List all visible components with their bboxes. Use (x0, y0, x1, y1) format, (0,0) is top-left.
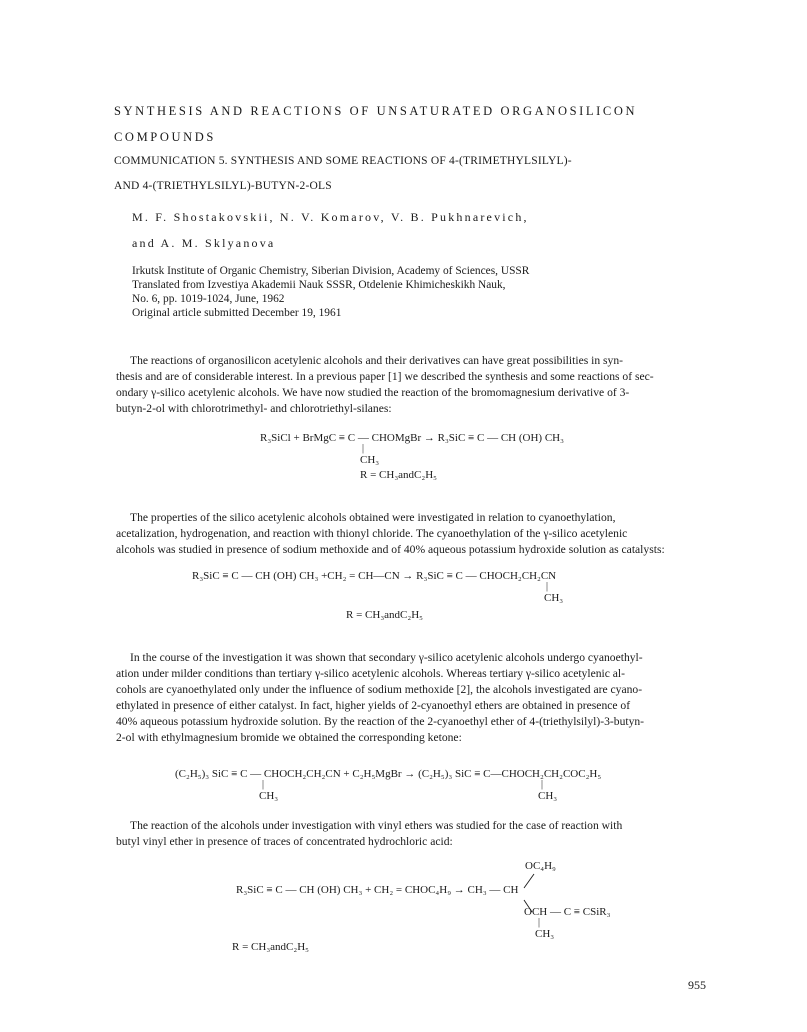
equation-2-r-definition: R = CH₃andC₂H₅ (346, 609, 423, 621)
paragraph-line: ation under milder conditions than tertiary γ-silico acetylenic alcohols. Whereas tertiary γ-silico acetylenic al- (116, 667, 626, 680)
equation-4-branch: OCH — C ≡ CSiR₃ (524, 906, 611, 918)
equation-1: R₃SiCl + BrMgC ≡ C — CHOMgBr → R₃SiC ≡ C — CH (OH) CH₃ (260, 432, 564, 444)
article-subtitle-line-1: COMMUNICATION 5. SYNTHESIS AND SOME REACTIONS OF 4-(TRIMETHYLSILYL)- (114, 155, 572, 167)
equation-3-bond-right: | (541, 779, 544, 790)
equation-1-substituent: CH₃ (360, 454, 380, 466)
article-title-line-2: COMPOUNDS (114, 130, 216, 144)
bond-line-up (524, 874, 534, 888)
equation-4-top-substituent: OC₄H₉ (525, 860, 556, 872)
equation-2-bond: | (546, 581, 549, 592)
equation-1-bond: | (362, 443, 365, 454)
equation-3: (C₂H₅)₃ SiC ≡ C — CHOCH₂CH₂CN + C₂H₅MgBr → (C₂H₅)₃ SiC ≡ C—CHOCH₂CH₂COC₂H₅ (175, 768, 602, 780)
paragraph-line: ethylated in presence of either catalyst. In fact, higher yields of 2-cyanoethyl ethers are obtained in presence of (116, 699, 631, 712)
paragraph-line: The properties of the silico acetylenic alcohols obtained were investigated in relation to cyanoethylation, (130, 511, 616, 524)
paragraph-line: thesis and are of considerable interest. In a previous paper [1] we described the synthesis and some reactions of sec- (116, 370, 654, 383)
affiliation: Irkutsk Institute of Organic Chemistry, Siberian Division, Academy of Sciences, USSR (132, 265, 530, 277)
paragraph-4 (116, 818, 714, 850)
equation-2-substituent: CH₃ (544, 592, 564, 604)
issue-info: No. 6, pp. 1019-1024, June, 1962 (132, 293, 285, 305)
submission-date: Original article submitted December 19, 1961 (132, 307, 342, 319)
paragraph-line: 2-ol with ethylmagnesium bromide we obtained the corresponding ketone: (116, 731, 462, 744)
equation-1-r-definition: R = CH₃andC₂H₅ (360, 469, 437, 481)
equation-3-substituent-right: CH₃ (538, 790, 558, 802)
paragraph-3 (116, 650, 714, 746)
paragraph-line: The reactions of organosilicon acetylenic alcohols and their derivatives can have great possibilities in syn- (130, 354, 624, 367)
paragraph-2 (116, 510, 714, 558)
equation-4-r-definition: R = CH₃andC₂H₅ (232, 941, 309, 953)
equation-2: R₃SiC ≡ C — CH (OH) CH₃ +CH₂ = CH—CN → R₃SiC ≡ C — CHOCH₂CH₂CN (192, 570, 557, 582)
authors-line-2: and A. M. Sklyanova (132, 236, 276, 250)
page-number: 955 (688, 978, 706, 992)
paragraph-line: alcohols was studied in presence of sodium methoxide and of 40% aqueous potassium hydroxide solution as catalysts: (116, 543, 665, 556)
paragraph-1 (116, 353, 714, 417)
paragraph-line: cohols are cyanoethylated only under the influence of sodium methoxide [2], the alcohols investigated are cyano- (116, 683, 643, 696)
equation-3-substituent-left: CH₃ (259, 790, 279, 802)
equation-3-bond-left: | (262, 779, 265, 790)
paragraph-line: butyn-2-ol with chlorotrimethyl- and chlorotriethyl-silanes: (116, 402, 392, 415)
paragraph-line: 40% aqueous potassium hydroxide solution. By the reaction of the 2-cyanoethyl ether of 4-(triethylsilyl)-3-butyn- (116, 715, 645, 728)
paragraph-line: The reaction of the alcohols under investigation with vinyl ethers was studied for the case of reaction with (130, 819, 623, 832)
article-subtitle-line-2: AND 4-(TRIETHYLSILYL)-BUTYN-2-OLS (114, 180, 332, 192)
paragraph-line: acetalization, hydrogenation, and reaction with thionyl chloride. The cyanoethylation of the γ-silico acetylenic (116, 527, 628, 540)
equation-4-bond: | (538, 917, 541, 928)
paragraph-line: In the course of the investigation it was shown that secondary γ-silico acetylenic alcohols undergo cyanoethyl- (130, 651, 643, 664)
paragraph-line: butyl vinyl ether in presence of traces of concentrated hydrochloric acid: (116, 835, 453, 848)
article-title-line-1: SYNTHESIS AND REACTIONS OF UNSATURATED ORGANOSILICON (114, 104, 638, 118)
authors-line-1: M. F. Shostakovskii, N. V. Komarov, V. B. Pukhnarevich, (132, 210, 529, 224)
equation-4: R₃SiC ≡ C — CH (OH) CH₃ + CH₂ = CHOC₄H₉ → CH₃ — CH (236, 884, 519, 896)
translation-source: Translated from Izvestiya Akademii Nauk SSSR, Otdelenie Khimicheskikh Nauk, (132, 279, 506, 291)
equation-4-substituent: CH₃ (535, 928, 555, 940)
paragraph-line: ondary γ-silico acetylenic alcohols. We have now studied the reaction of the bromomagnesium derivative of 3- (116, 386, 630, 399)
